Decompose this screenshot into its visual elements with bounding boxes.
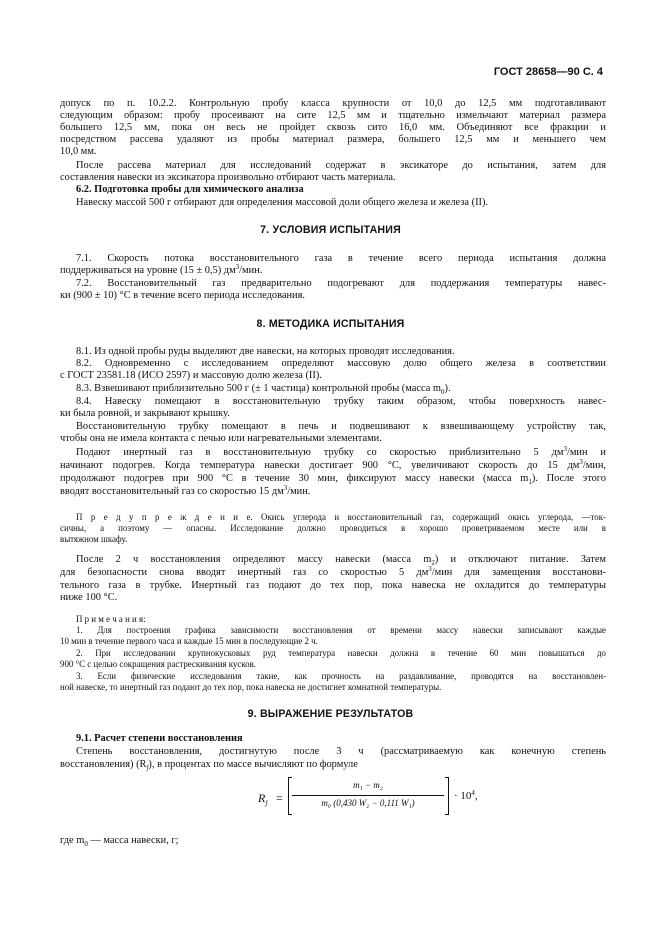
text-line: 8.4. Навеску помещают в восстановительную трубку таким образом, чтобы поверхность навес- — [76, 396, 606, 407]
text-line: 10,0 мм. — [60, 146, 97, 157]
page-header: ГОСТ 28658—90 С. 4 — [493, 66, 603, 78]
formula-multiplier: · $10^4$, — [454, 789, 478, 802]
note-text: 10 мин в течение первого часа и каждые 15 мин в последующие 2 ч. — [60, 636, 318, 646]
text-line: 7.2. Восстановительный газ предварительно подогревают для поддержания температуры навес- — [76, 278, 606, 289]
warning-text: вытяжном шкафу. — [60, 534, 128, 544]
text-line: с ГОСТ 23581.18 (ИСО 2597) и массовую долю железа (II). — [60, 370, 322, 381]
section-heading: 7. УСЛОВИЯ ИСПЫТАНИЯ — [260, 224, 401, 236]
text-line: 8.3. Взвешивают приблизительно 500 г (± 1 частица) контрольной пробы (масса $m_0$). — [76, 383, 451, 397]
text-line: большего 12,5 мм, пока он весь не пройдет сквозь сито 16,0 мм. Объединяют все фракции и — [60, 122, 606, 133]
text-line: следующим образом: пробу просеивают на сите 12,5 мм и тщательно измельчают материал размера — [60, 110, 606, 121]
formula-numerator: m₁ − m₂ — [353, 780, 383, 790]
text-line: ки была ровной, и закрывают крышку. — [60, 408, 230, 419]
formula-denominator: m₀ (0,430 W₂ − 0,111 W₁) — [321, 798, 415, 808]
note-text: 2. При исследовании крупнокусковых руд температура навески должна в течение 60 мин повышаться до — [76, 648, 606, 658]
text-line: вводят восстановительный газ со скоростью 15 $дм^3$/мин. — [60, 484, 311, 497]
formula-equals: = — [276, 791, 283, 805]
text-line: поддерживаться на уровне (15 ± 0,5) $дм^3$/мин. — [60, 263, 263, 276]
note-text: ной навеске, то инертный газ подают до тех пор, пока навеска не достигнет комнатной температуры. — [60, 682, 442, 692]
warning-text: сичны, а поэтому — опасны. Исследование должно проводиться в хорошо проветриваемом месте или в — [60, 523, 606, 533]
text-line: 8.2. Одновременно с исследованием определяют массовую долю общего железа в соответствии — [76, 358, 606, 369]
text-line: Степень восстановления, достигнутую после 3 ч (рассматриваемую как конечную степень — [76, 746, 606, 757]
text-line: 7.1. Скорость потока восстановительного газа в течение всего периода испытания должна — [76, 253, 606, 264]
note-text: 3. Если физические исследования такие, как прочность на раздавливание, проводятся на восстановлен- — [76, 671, 606, 681]
text-line: Подают инертный газ в восстановительную трубку со скоростью приблизительно 5 $дм^3$/мин и — [76, 445, 606, 458]
text-line: где $m_0$ — масса навески, г; — [60, 835, 179, 849]
text-line: После рассева материал для исследований содержат в эксикаторе до испытания, затем для — [76, 160, 606, 171]
notes-label: П р и м е ч а н и я: — [76, 614, 146, 624]
bracket-right — [445, 777, 449, 815]
formula-lhs: $R_f$ — [258, 791, 268, 808]
text-line: посредством рассева удаляют из пробы материал размера, большего 12,5 мм и меньшего чем — [60, 134, 606, 145]
text-line: Восстановительную трубку помещают в печь и подвешивают к взвешивающему устройству так, — [76, 421, 606, 432]
subsection-title: 9.1. Расчет степени восстановления — [76, 733, 243, 744]
text-line: ки (900 ± 10) °С в течение всего периода исследования. — [60, 290, 305, 301]
text-line: тельного газа в трубке. Инертный газ подают до тех пор, пока навеска не охладится до температуры — [60, 580, 606, 591]
text-line: 8.1. Из одной пробы руды выделяют две навески, на которых проводят исследования. — [76, 346, 455, 357]
text-line: ниже 100 °С. — [60, 592, 118, 603]
text-line: начинают подогрев. Когда температура навески достигает 900 °С, увеличивают скорость до 15 $дм^3$/мин, — [60, 458, 606, 471]
subsection-title: 6.2. Подготовка пробы для химического анализа — [76, 184, 304, 195]
warning-text: П р е д у п р е ж д е н и е. Окись углерода и восстановительный газ, содержащий окись углерода, —ток- — [76, 512, 606, 522]
text-line: Навеску массой 500 г отбирают для определения массовой доли общего железа и железа (II). — [76, 197, 489, 208]
text-line: продолжают подогрев при 900 °С в течение 30 мин, фиксируют массу навески (масса $m_1$). После этого — [60, 473, 606, 487]
note-text: 1. Для построения графика зависимости восстановления от времени массу навески записывают каждые — [76, 625, 606, 635]
note-text: 900 °С с целью сокращения растрескивания кусков. — [60, 659, 257, 669]
fraction-bar — [292, 795, 444, 796]
text-line: восстановления) $(R_f)$, в процентах по массе вычисляют по формуле — [60, 759, 358, 773]
text-line: составления навески из эксикатора произвольно отбирают часть материала. — [60, 172, 396, 183]
section-heading: 8. МЕТОДИКА ИСПЫТАНИЯ — [256, 318, 405, 330]
text-line: чтобы она не имела контакта с печью или нагревательными элементами. — [60, 433, 382, 444]
text-line: После 2 ч восстановления определяют массу навески (масса $m_2$) и отключают питание. Затем — [76, 554, 607, 568]
text-line: допуск по п. 10.2.2. Контрольную пробу класса крупности от 10,0 до 12,5 мм подготавливают — [60, 98, 606, 109]
section-heading: 9. ВЫРАЖЕНИЕ РЕЗУЛЬТАТОВ — [247, 708, 414, 720]
text-line: для безопасности снова вводят инертный газ со скоростью 5 $дм^3$/мин для замещения восстанови- — [60, 565, 607, 578]
